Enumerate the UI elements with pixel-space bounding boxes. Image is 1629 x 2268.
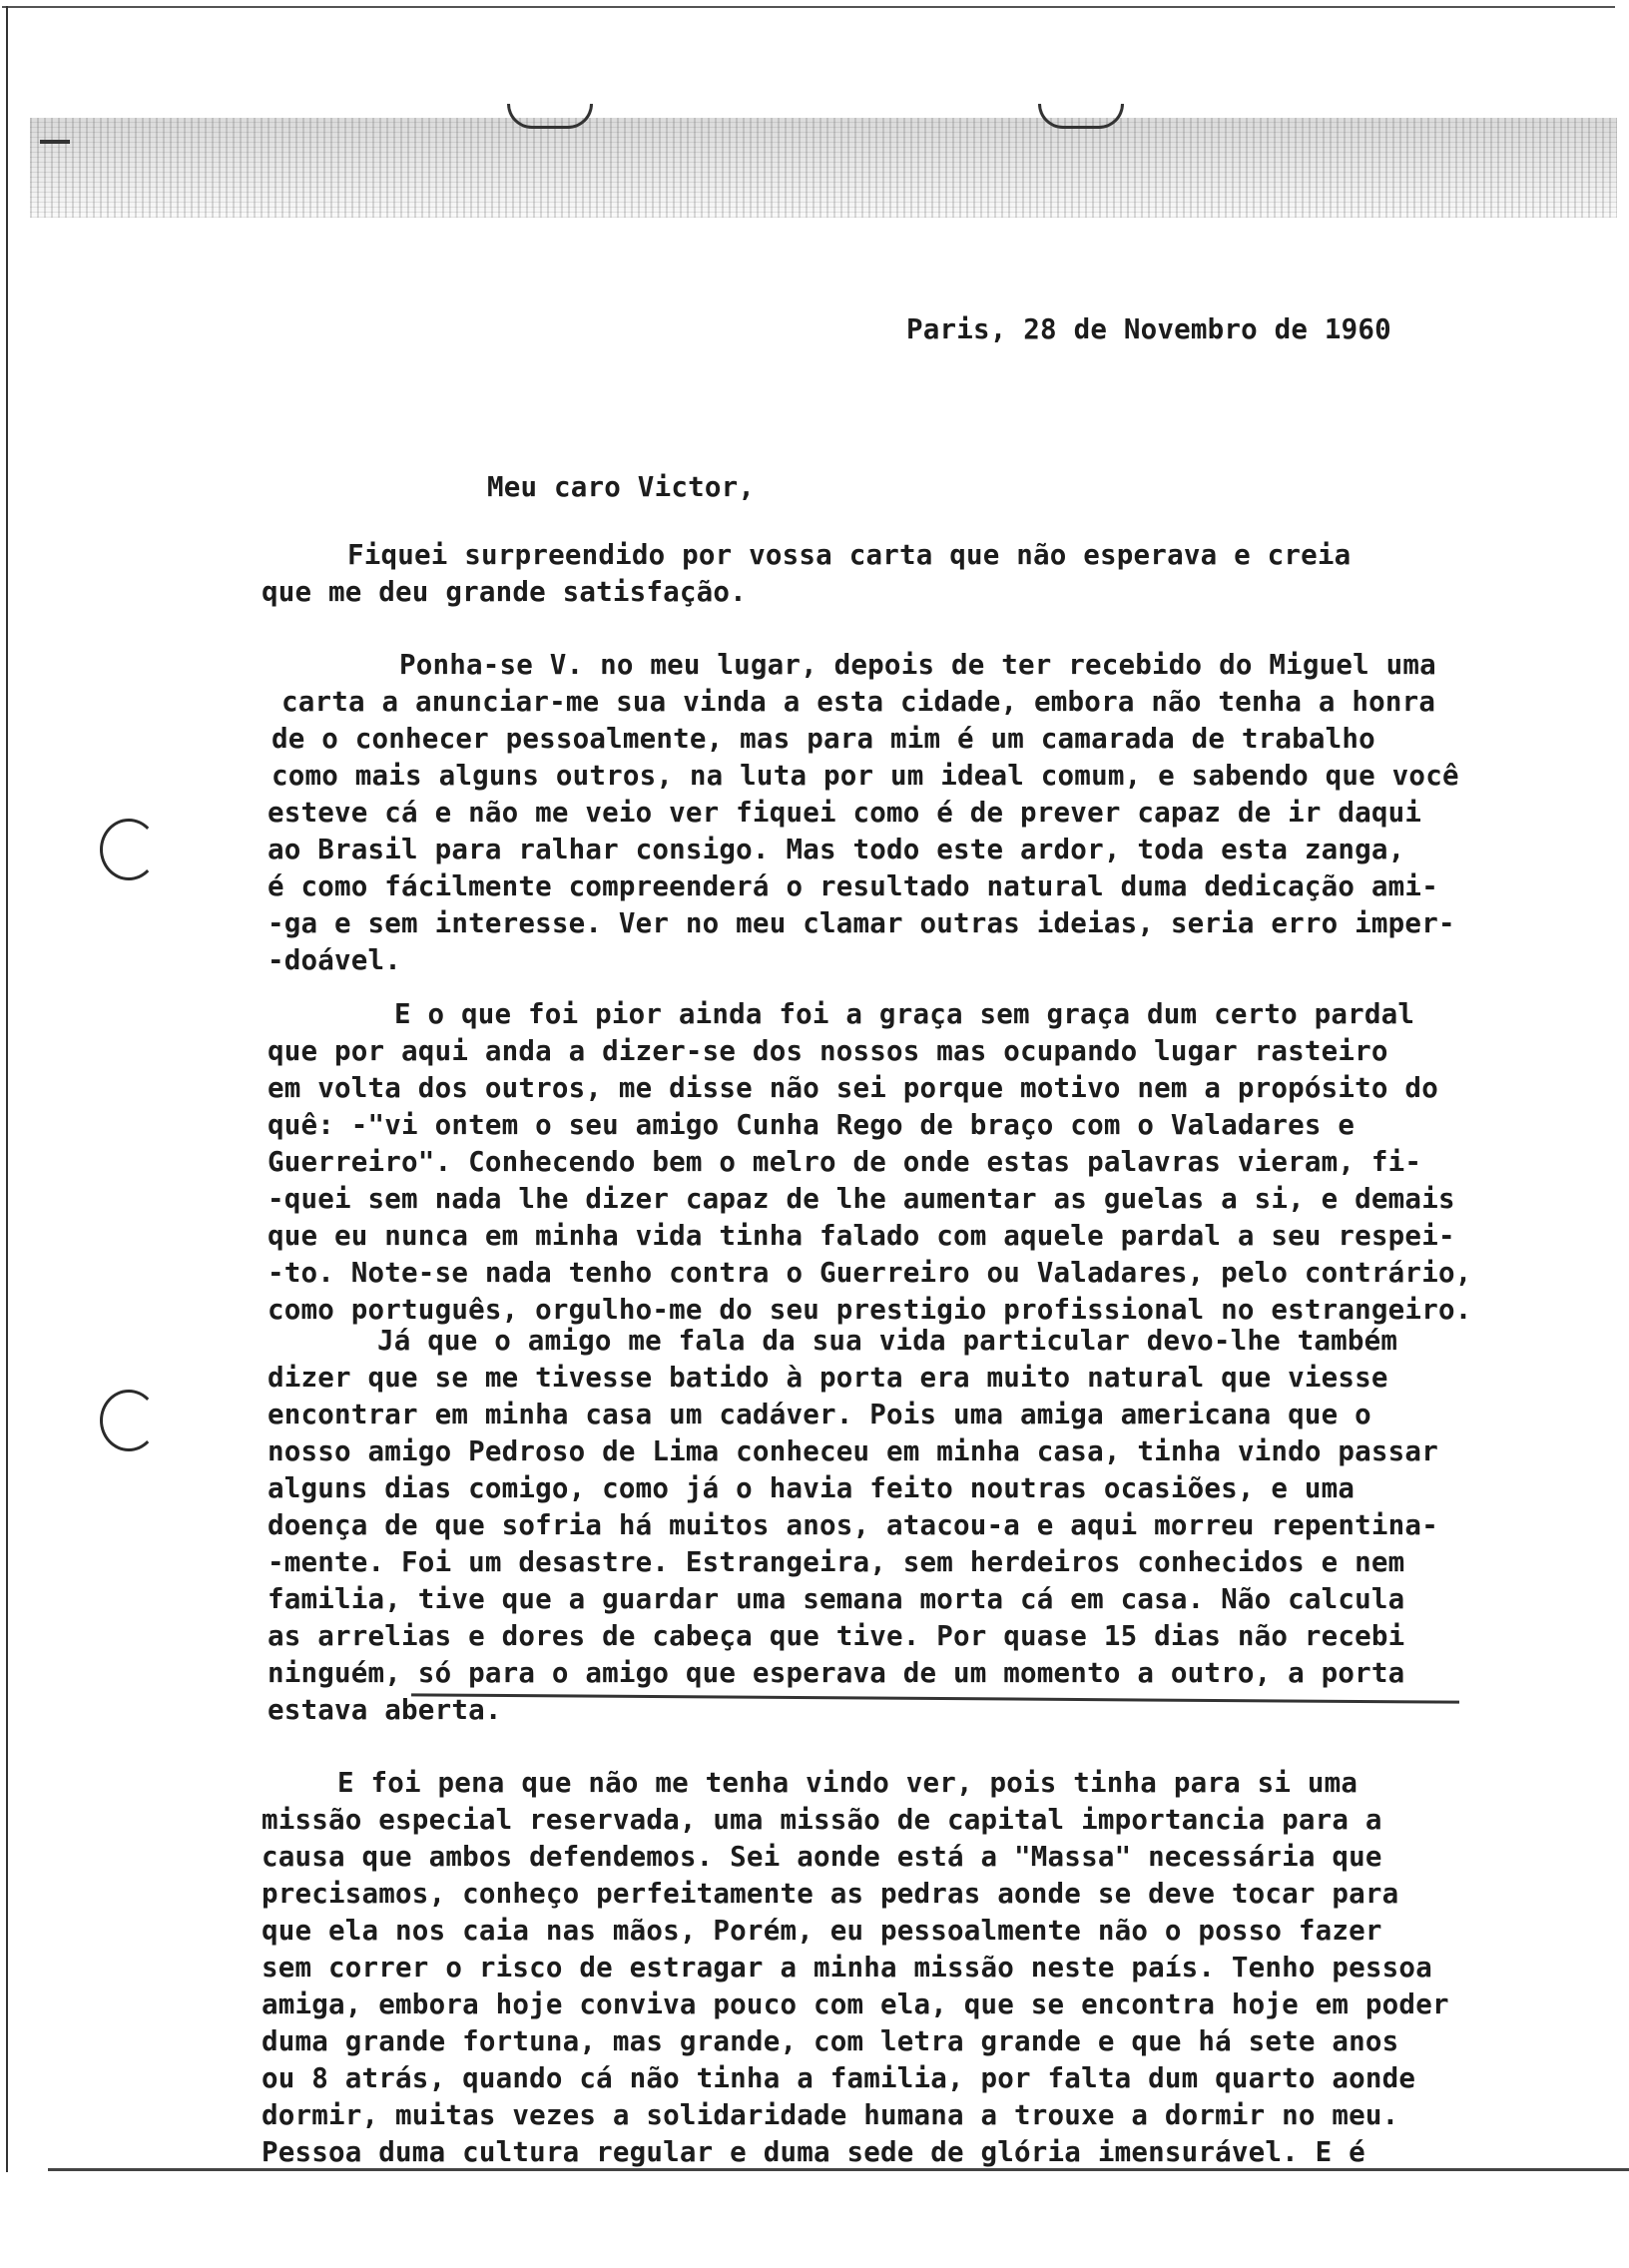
paragraph-line: quê: -"vi ontem o seu amigo Cunha Rego de braço com o Valadares e — [268, 1109, 1356, 1141]
paragraph-line: -mente. Foi um desastre. Estrangeira, sem herdeiros conhecidos e nem — [268, 1546, 1405, 1578]
paragraph-line: em volta dos outros, me disse não sei porque motivo nem a propósito do — [268, 1072, 1438, 1104]
paragraph-line: de o conhecer pessoalmente, mas para mim é um camarada de trabalho — [272, 723, 1375, 755]
paragraph-line: como português, orgulho-me do seu prestigio profissional no estrangeiro. — [268, 1294, 1472, 1326]
paragraph-line: precisamos, conheço perfeitamente as pedras aonde se deve tocar para — [262, 1878, 1399, 1910]
paragraph-line: que me deu grande satisfação. — [262, 576, 747, 608]
paragraph-line: que eu nunca em minha vida tinha falado com aquele pardal a seu respei- — [268, 1220, 1455, 1252]
paragraph-line: que por aqui anda a dizer-se dos nossos mas ocupando lugar rasteiro — [268, 1035, 1388, 1067]
salutation: Meu caro Victor, — [487, 471, 756, 503]
paragraph-line: ao Brasil para ralhar consigo. Mas todo este ardor, toda esta zanga, — [268, 834, 1405, 865]
paragraph-line: como mais alguns outros, na luta por um ideal comum, e sabendo que você — [272, 760, 1459, 792]
dateline: Paris, 28 de Novembro de 1960 — [906, 313, 1391, 345]
paragraph-line: missão especial reservada, uma missão de capital importancia para a — [262, 1804, 1382, 1836]
paragraph-line: -quei sem nada lhe dizer capaz de lhe aumentar as guelas a si, e demais — [268, 1183, 1455, 1215]
paragraph-line: carta a anunciar-me sua vinda a esta cidade, embora não tenha a honra — [281, 686, 1436, 718]
paragraph-line: familia, tive que a guardar uma semana morta cá em casa. Não calcula — [268, 1583, 1405, 1615]
paragraph-line: é como fácilmente compreenderá o resultado natural duma dedicação ami- — [268, 870, 1438, 902]
paragraph-line: causa que ambos defendemos. Sei aonde está a "Massa" necessária que — [262, 1841, 1382, 1873]
paragraph-line: -doável. — [268, 944, 402, 976]
paragraph-line: amiga, embora hoje conviva pouco com ela, que se encontra hoje em poder — [262, 1988, 1449, 2020]
paragraph-line: Pessoa duma cultura regular e duma sede de glória imensurável. E é — [262, 2136, 1365, 2168]
paragraph-line: estava aberta. — [268, 1694, 502, 1726]
paragraph-line: Fiquei surpreendido por vossa carta que não esperava e creia — [347, 539, 1352, 571]
paragraph-line: doença de que sofria há muitos anos, atacou-a e aqui morreu repentina- — [268, 1509, 1438, 1541]
paragraph-line: Ponha-se V. no meu lugar, depois de ter recebido do Miguel uma — [399, 649, 1436, 681]
paragraph-line: -to. Note-se nada tenho contra o Guerreiro ou Valadares, pelo contrário, — [268, 1257, 1472, 1289]
paragraph-line: ou 8 atrás, quando cá não tinha a familia, por falta dum quarto aonde — [262, 2062, 1416, 2094]
paragraph-line: as arrelias e dores de cabeça que tive. Por quase 15 dias não recebi — [268, 1620, 1405, 1652]
paragraph-line: sem correr o risco de estragar a minha missão neste país. Tenho pessoa — [262, 1952, 1432, 1984]
paragraph-line: Já que o amigo me fala da sua vida particular devo-lhe também — [377, 1325, 1398, 1357]
paragraph-line: -ga e sem interesse. Ver no meu clamar outras ideias, seria erro imper- — [268, 907, 1455, 939]
paragraph-line: E o que foi pior ainda foi a graça sem graça dum certo pardal — [394, 998, 1415, 1030]
paragraph-line: ninguém, só para o amigo que esperava de um momento a outro, a porta — [268, 1657, 1405, 1689]
paragraph-line: nosso amigo Pedroso de Lima conheceu em minha casa, tinha vindo passar — [268, 1435, 1438, 1467]
paragraph-line: Guerreiro". Conhecendo bem o melro de onde estas palavras vieram, fi- — [268, 1146, 1422, 1178]
paragraph-line: E foi pena que não me tenha vindo ver, pois tinha para si uma — [337, 1767, 1358, 1799]
paragraph-line: dizer que se me tivesse batido à porta era muito natural que viesse — [268, 1362, 1388, 1394]
paragraph-line: encontrar em minha casa um cadáver. Pois uma amiga americana que o — [268, 1399, 1371, 1430]
paragraph-line: duma grande fortuna, mas grande, com letra grande e que há sete anos — [262, 2025, 1399, 2057]
paragraph-line: que ela nos caia nas mãos, Porém, eu pessoalmente não o posso fazer — [262, 1915, 1382, 1947]
paragraph-line: alguns dias comigo, como já o havia feito noutras ocasiões, e uma — [268, 1472, 1356, 1504]
paragraph-line: dormir, muitas vezes a solidaridade humana a trouxe a dormir no meu. — [262, 2099, 1399, 2131]
paragraph-line: esteve cá e não me veio ver fiquei como é de prever capaz de ir daqui — [268, 797, 1422, 829]
